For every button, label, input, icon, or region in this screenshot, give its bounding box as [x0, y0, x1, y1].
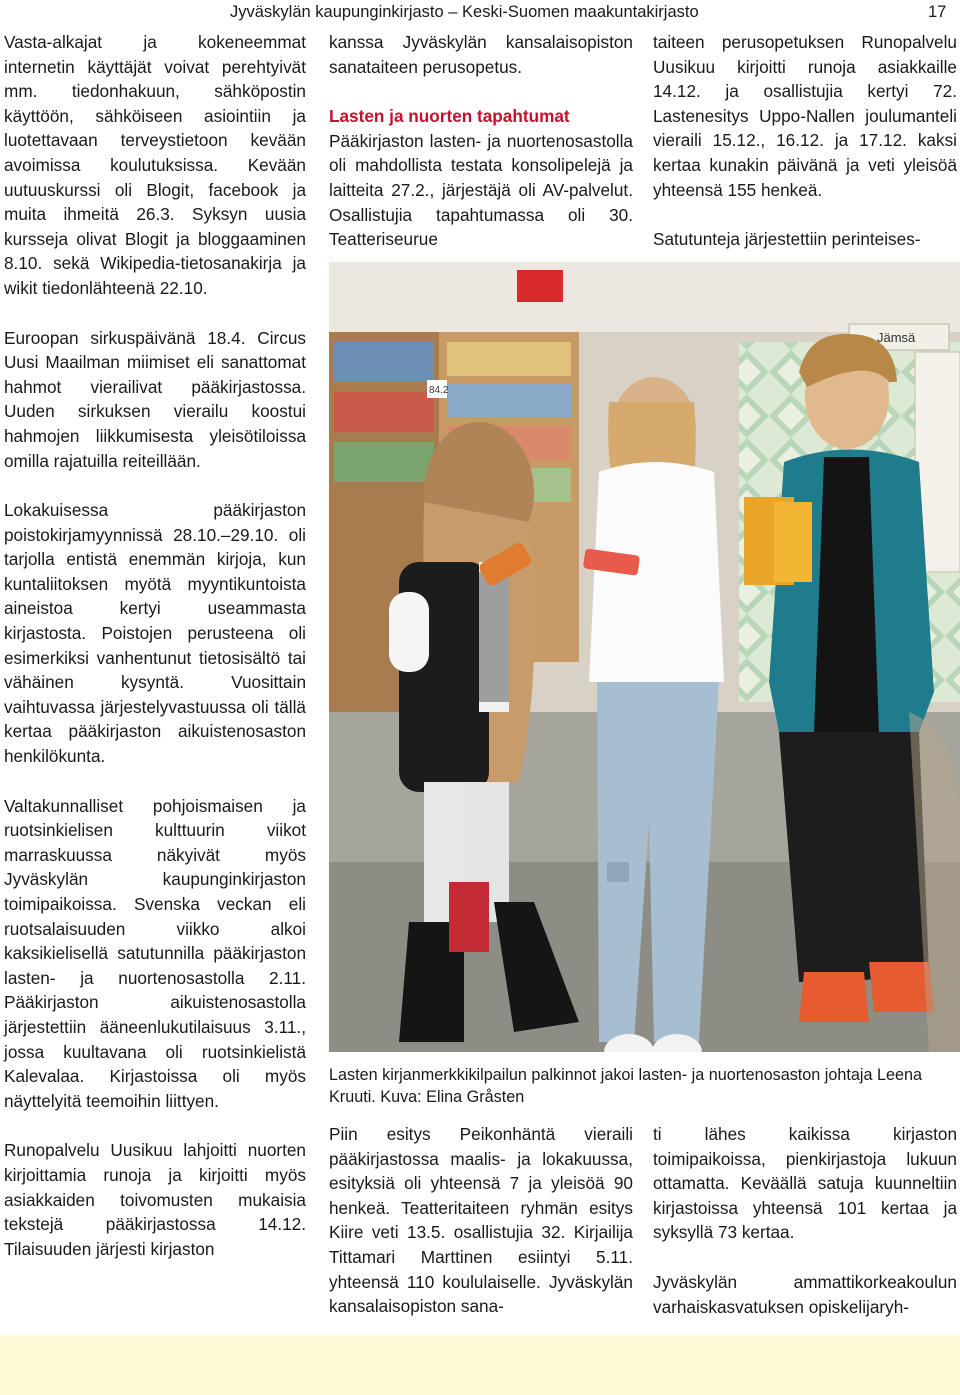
- paragraph-console-games: Pääkirjaston lasten- ja nuortenosastolla oli mahdollista testata konsolipelejä ja laitteita 27.2., järjestäjä oli AV-palvelut. Osallistujia tapahtumassa oli 30. Teatteriseurue: [329, 130, 633, 250]
- paragraph-nordic-weeks: Valtakunnalliset pohjoismaisen ja ruotsinkielisen kulttuurin viikot marraskuussa näkyivät myös Jyväskylän kaupunginkirjaston toimipaikoissa. Svenska veckan eli ruotsalaisuuden viikko alkoi kaksikielisellä satutunnilla pääkirjaston lasten- ja nuortenosastolla 2.11. Pääkirjaston aikuistenosastolla järjestettiin ääneenlukutilaisuus 3.11., jossa kuultavana oli ruotsinkielistä Kalevalaa. Kirjastoissa oli myös näyttelyitä teemoihin liittyen.: [4, 795, 306, 1111]
- paragraph-book-sale: Lokakuisessa pääkirjaston poistokirjamyynnissä 28.10.–29.10. oli tarjolla entistä enemmän kirjoja, kun kuntaliitoksen myötä myyntikuntoista aineistoa kertyi useammasta kirjastosta. Poistojen perusteena oli esimerkiksi vanhentunut tietosisältö tai vähäinen kysyntä. Vuosittain vaihtuvassa järjestelyvastuussa oli tällä kertaa pääkirjaston aikuistenosaston henkilökunta.: [4, 500, 306, 767]
- page-number: 17: [928, 3, 947, 21]
- column-left: [4, 30, 306, 1261]
- column-right-bottom: [653, 1122, 957, 1319]
- paragraph-continuation: kanssa Jyväskylän kansalaisopiston sanataiteen perusopetus.: [329, 32, 633, 77]
- paragraph-poetry-service: Runopalvelu Uusikuu lahjoitti nuorten kirjoittamia runoja ja kirjoitti myös asiakkaiden toivomusten mukaisia tekstejä pääkirjastossa 14.12. Tilaisuuden järjesti kirjaston: [4, 1140, 306, 1259]
- section-heading-children-events: Lasten ja nuorten tapahtumat: [329, 106, 570, 127]
- footer-bar: [0, 1335, 960, 1395]
- paragraph-jamk-students: Jyväskylän ammattikorkeakoulun varhaiskasvatuksen opiskelijaryh-: [653, 1271, 957, 1317]
- column-middle-top: [329, 30, 633, 252]
- column-middle-bottom: [329, 1122, 633, 1319]
- publication-title: Jyväskylän kaupunginkirjasto – Keski-Suomen maakuntakirjasto: [230, 3, 699, 21]
- column-right-top: [653, 30, 957, 252]
- paragraph-internet-courses: Vasta-alkajat ja kokeneemmat internetin käyttäjät voivat perehtyivät mm. tiedonhakuun, sähköpostin käyttöön, sähköiseen asiointiin ja luotettavaan terveystietoon kevään avoimissa koulutuksissa. Kevään uutuuskurssi oli Blogit, facebook ja muita ihmeitä 26.3. Syksyn uusia kursseja olivat Blogit ja bloggaaminen 8.10. sekä Wikipedia-tietosanakirja ja wikit tiedonlähteenä 22.10.: [4, 32, 306, 298]
- article-photo: [329, 262, 960, 1052]
- paragraph-story-hours: Satutunteja järjestettiin perinteises-: [653, 229, 921, 250]
- shelf-tag-label: 84.2: [429, 385, 449, 396]
- paragraph-circus-day: Euroopan sirkuspäivänä 18.4. Circus Uusi Maailman miimiset eli sanattomat hahmot vierailivat pääkirjastossa. Uuden sirkuksen vierailu koostui hahmojen liikkumisesta yleisötiloissa omilla rajatuilla reiteillään.: [4, 327, 306, 471]
- paragraph-story-locations: ti lähes kaikissa kirjaston toimipaikoissa, pienkirjastoja lukuun ottamatta. Keväällä satuja kuunneltiin kirjastoissa yhteensä 101 kertaa ja syksyllä 73 kertaa.: [653, 1124, 957, 1243]
- paragraph-theatre-events: Piin esitys Peikonhäntä vieraili pääkirjastossa maalis- ja lokakuussa, esityksiä oli yhteensä 7 ja yleisöä 90 henkeä. Teatteritaiteen ryhmän esitys Kiire veti 13.5. osallistujia 32. Kirjailija Tittamari Marttinen esiintyi 5.11. yhteensä 110 koululaiselle. Jyväskylän kansalaisopiston sana-: [329, 1124, 633, 1317]
- page-header: [0, 0, 960, 24]
- photo-caption: Lasten kirjanmerkkikilpailun palkinnot jakoi lasten- ja nuortenosaston johtaja Leena Kruuti. Kuva: Elina Gråsten: [329, 1066, 923, 1106]
- paragraph-runopalvelu: taiteen perusopetuksen Runopalvelu Uusikuu kirjoitti runoja asiakkaille 14.12. ja osallistujia kertyi 72. Lastenesitys Uppo-Nallen joulumanteli vieraili 15.12., 16.12. ja 17.12. kaksi kertaa kunakin päivänä ja veti yleisöä yhteensä 155 henkeä.: [653, 32, 957, 200]
- photo-sign-text: Jämsä: [877, 330, 916, 345]
